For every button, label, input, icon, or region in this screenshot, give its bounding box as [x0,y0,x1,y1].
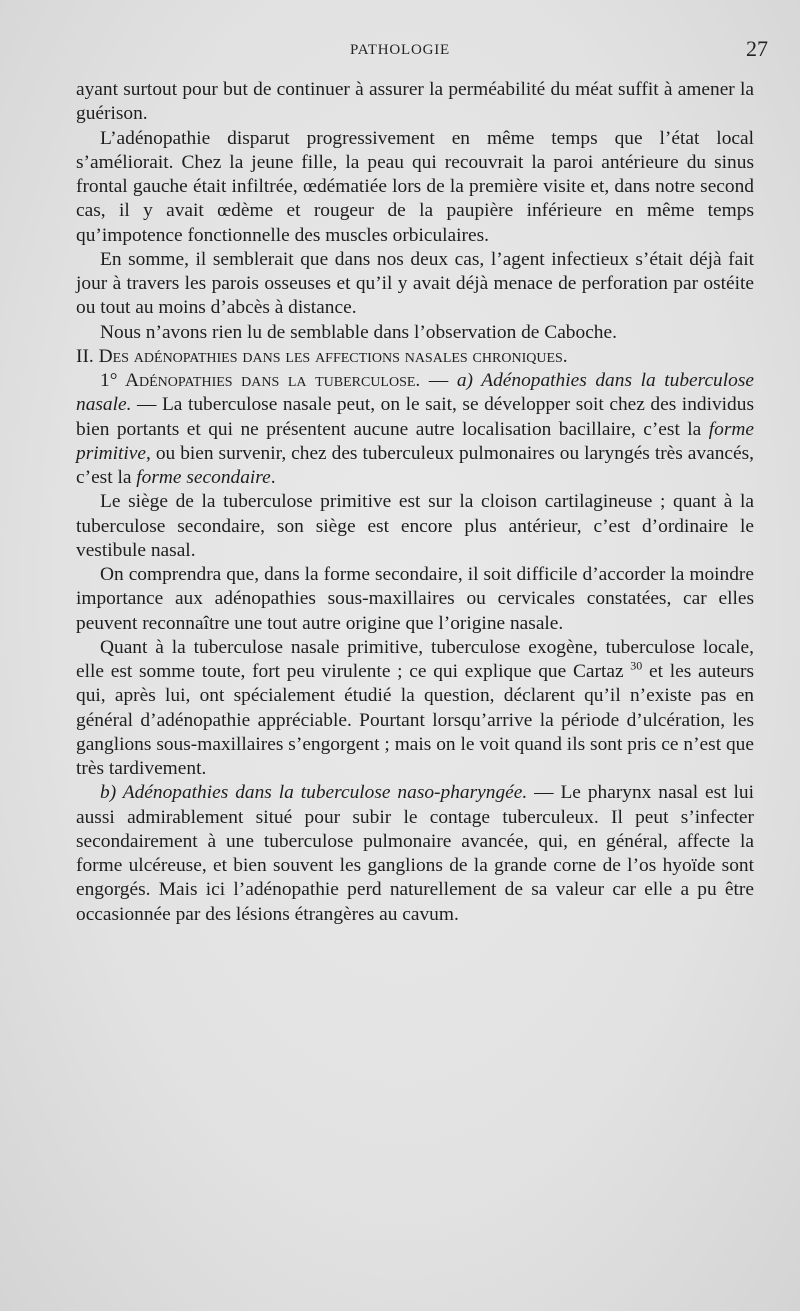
paragraph-text: , ou bien survenir, chez des tuberculeux pulmonaires ou laryngés très avancés, c’est la [76,442,754,488]
section-heading: II. Des adénopathies dans les affections nasales chroniques. [76,345,568,367]
paragraph: Nous n’avons rien lu de semblable dans l’observation de Caboche. [100,321,617,343]
term: forme secondaire [136,467,271,488]
page-header [0,36,800,66]
paragraph-text: et les auteurs qui, après lui, ont spécialement étudié la question, déclarent qu’il n’existe pas en général d’adénopathie appréciable. Pourtant lorsqu’arrive la période d’ulcération, les ganglions sous-maxillaires s’engorgent ; mais on le voit quand ils sont pris ce n’est que très tardivement. [76,661,754,779]
paragraph [76,369,754,490]
running-title: PATHOLOGIE [350,42,450,58]
paragraph-text: — La tuberculose nasale peut, on le sait, se développer soit chez des individus bien portants et qui ne présentent aucune autre localisation bacillaire, c’est la [76,394,754,440]
paragraph: On comprendra que, dans la forme secondaire, il soit difficile d’accorder la moindre importance aux adénopathies sous-maxillaires ou cervicales constatées, car elles peuvent reconnaître une tout autre origine que l’origine nasale. [76,564,754,634]
term: forme primitive [76,418,754,464]
sub-heading: 1° Adénopathies dans la tuberculose. [100,370,421,391]
paragraph-text: — Le pharynx nasal est lui aussi admirablement situé pour subir le contage tuberculeux. Il peut s’infecter secondairement à une tuberculose pulmonaire avancée, qui, en général, affecte la forme ulcéreuse, et bien souvent les ganglions de la grande corne de l’os hyoïde sont engorgés. Mais ici l’adénopathie perd naturellement de sa valeur car elle a pu être occasionnée par des lésions étrangères au cavum. [76,782,754,925]
paragraph-text: Quant à la tuberculose nasale primitive, tuberculose exogène, tuberculose locale, elle est somme toute, fort peu virulente ; ce qui explique que Cartaz [76,636,754,682]
paragraph [76,781,754,927]
paragraph: Le siège de la tuberculose primitive est sur la cloison cartilagineuse ; quant à la tuberculose secondaire, son siège est encore plus antérieur, c’est d’ordinaire le vestibule nasal. [76,491,754,561]
dash: — [420,370,457,391]
reference-number: 30 [630,658,643,673]
sub-heading-b: b) Adénopathies dans la tuberculose naso-pharyngée. [100,782,528,804]
paragraph: L’adénopathie disparut progressivement en même temps que l’état local s’améliorait. Chez la jeune fille, la peau qui recouvrait la paroi antérieure du sinus frontal gauche était infiltrée, œdématiée lors de la première visite et, dans notre second cas, il y avait œdème et rougeur de la paupière inférieure en même temps qu’impotence fonctionnelle des muscles orbiculaires. [76,127,754,246]
paragraph: En somme, il semblerait que dans nos deux cas, l’agent infectieux s’était déjà fait jour à travers les parois osseuses et qu’il y avait déjà menace de perforation par ostéite ou tout au moins d’abcès à distance. [76,248,754,319]
paragraph: ayant surtout pour but de continuer à assurer la perméabilité du méat suffit à amener la guérison. [76,79,754,125]
paragraph-text: . [270,467,276,488]
paragraph [76,636,754,782]
page-number: 27 [746,36,768,61]
sub-heading-a: a) Adénopathies dans la tuberculose nasale. [76,370,754,416]
body-text [76,78,754,927]
